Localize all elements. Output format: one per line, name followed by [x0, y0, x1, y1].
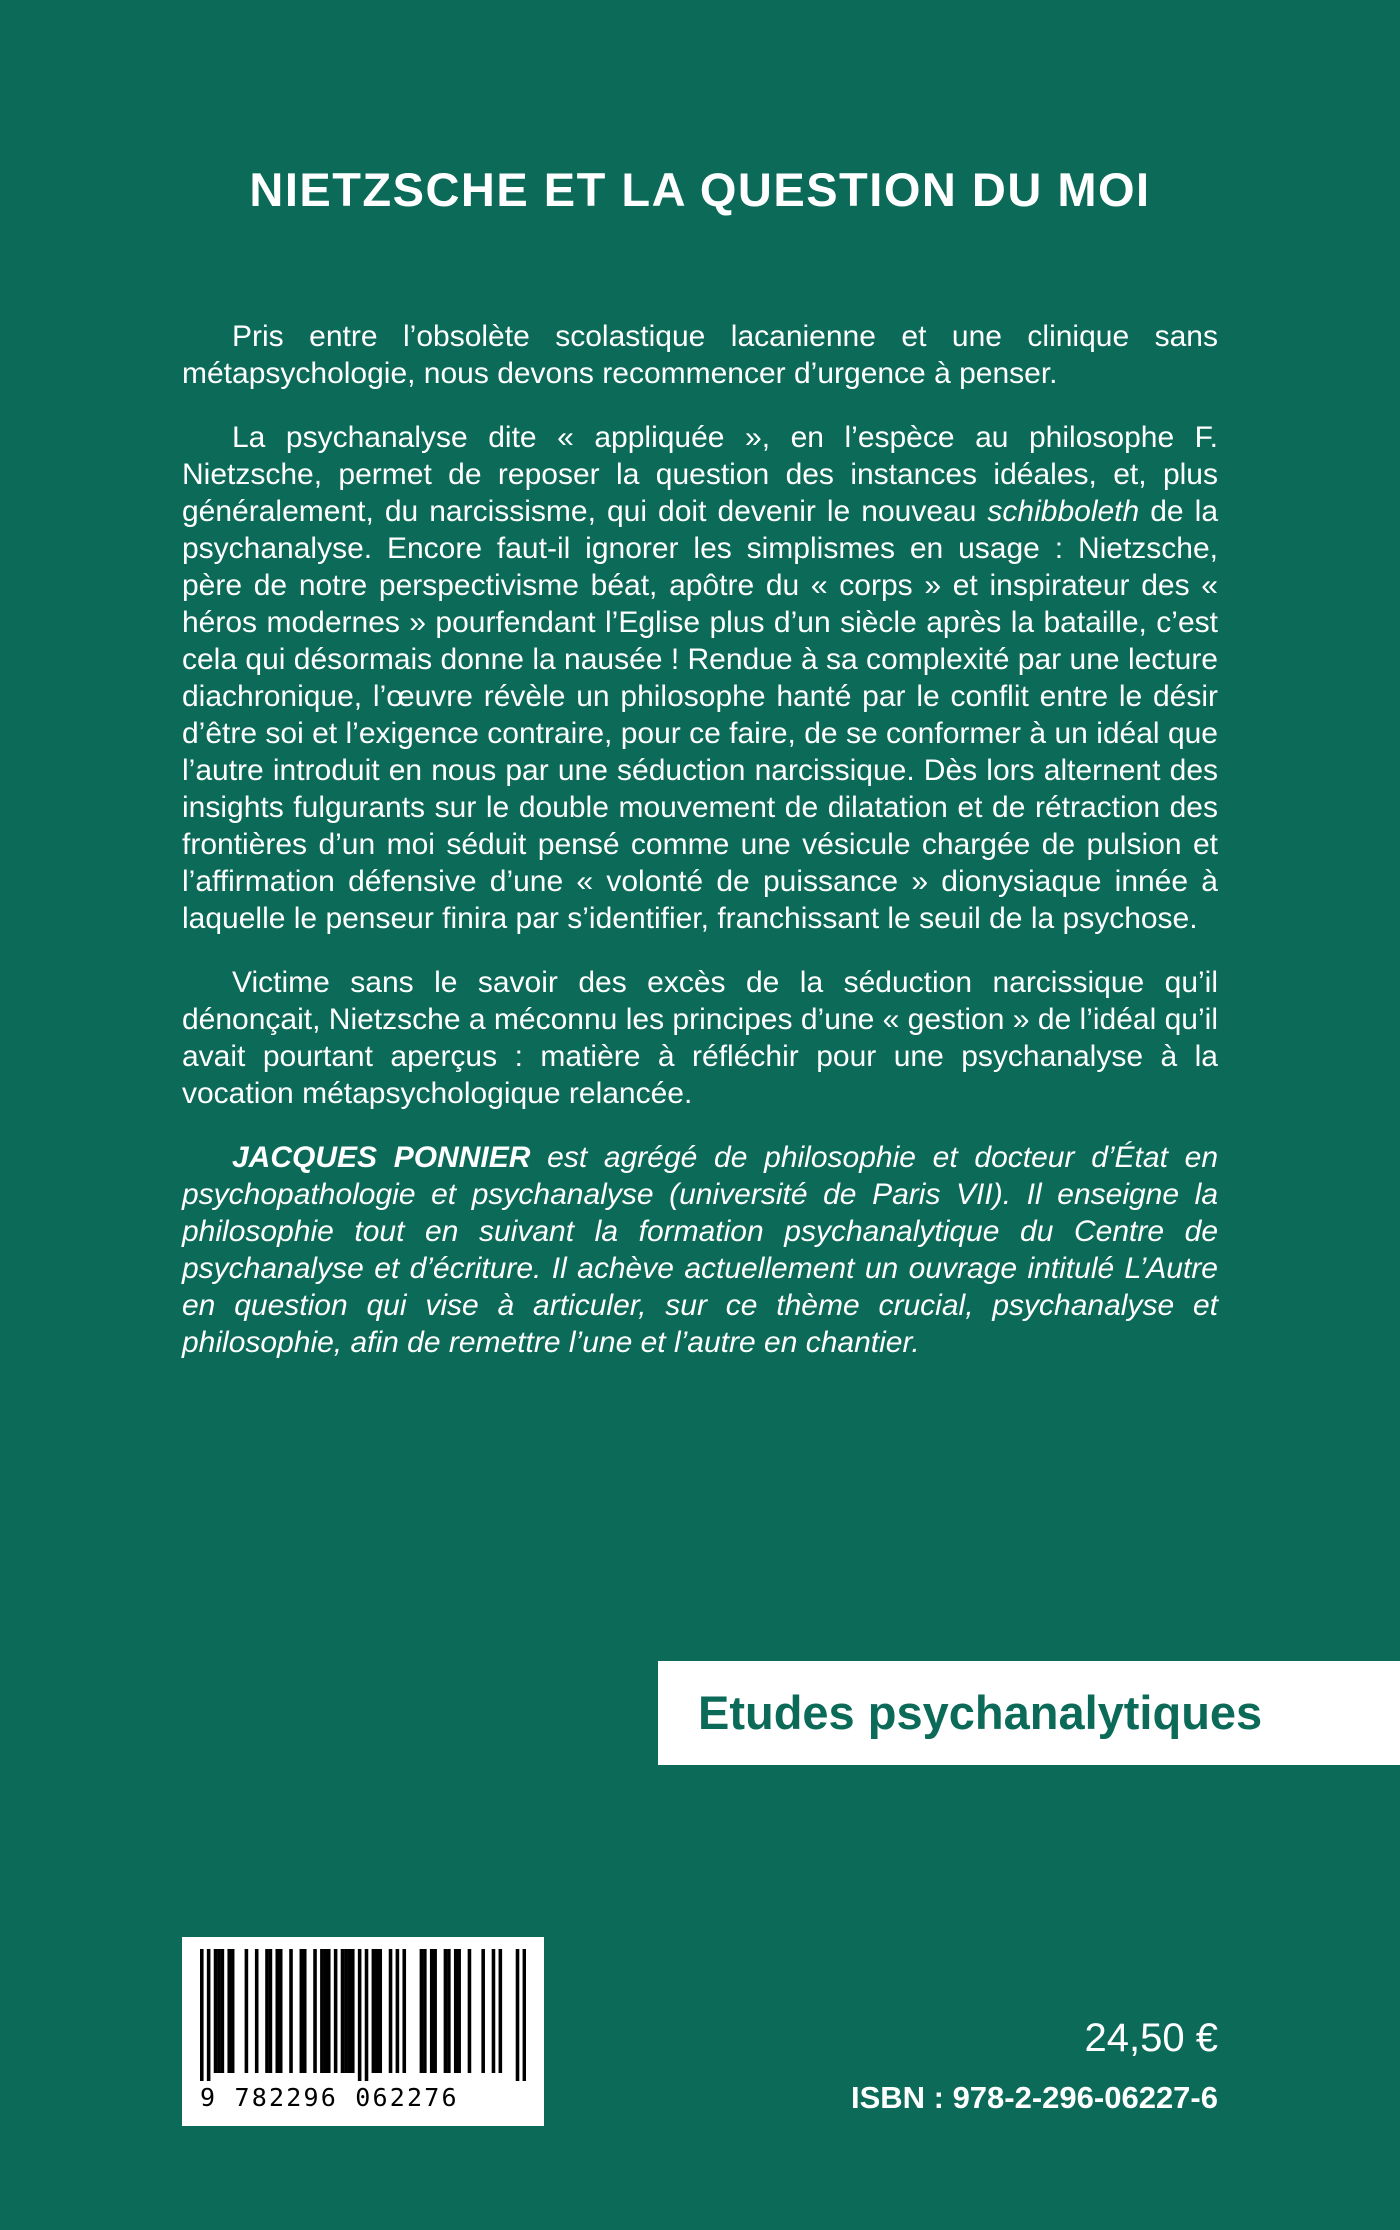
barcode-bar: [447, 1949, 451, 2073]
barcode-bar: [402, 1949, 406, 2073]
barcode-bar: [221, 1949, 225, 2073]
paragraph-main: [182, 419, 1218, 937]
barcode-bar: [430, 1949, 434, 2073]
barcode-bar: [214, 1949, 218, 2073]
barcode-bar: [423, 1949, 427, 2073]
price: 24,50 €: [1084, 2016, 1218, 2060]
barcode-bar: [468, 1949, 472, 2073]
barcode-bar: [516, 1949, 520, 2081]
barcode: [182, 1937, 544, 2126]
barcode-bar: [300, 1949, 304, 2073]
barcode-bar: [207, 1949, 211, 2081]
author-bio: [182, 1139, 1218, 1361]
barcode-bar: [217, 1949, 221, 2073]
barcode-bar: [378, 1949, 382, 2073]
barcode-bar: [375, 1949, 379, 2073]
barcode-bar: [245, 1949, 249, 2073]
barcode-bar: [269, 1949, 273, 2073]
barcode-bar: [320, 1949, 324, 2073]
barcode-bar: [457, 1949, 461, 2073]
barcode-bar: [389, 1949, 393, 2073]
barcode-bar: [444, 1949, 448, 2073]
barcode-bar: [358, 1949, 362, 2081]
barcode-bar: [420, 1949, 424, 2073]
barcode-bar: [265, 1949, 269, 2073]
barcode-bar: [341, 1949, 345, 2073]
barcode-bar: [372, 1949, 376, 2073]
collection-label: Etudes psychanalytiques: [658, 1661, 1400, 1765]
barcode-bar: [365, 1949, 369, 2081]
barcode-bar: [396, 1949, 400, 2073]
barcode-bar: [231, 1949, 235, 2073]
barcode-bar: [481, 1949, 485, 2073]
author-name: JACQUES PONNIER: [232, 1141, 531, 1174]
barcode-bar: [255, 1949, 259, 2073]
paragraph-main-end: de la psychanalyse. Encore faut-il ignorer les simplismes en usage : Nietzsche, père de notre perspectivisme béat, apôtre du « corps » et inspirateur des « héros modernes » pourfendant l’Eglise plus d’un siècle après la bataille, c’est cela qui désormais donne la nausée ! Rendue à sa complexité par une lecture diachronique, l’œuvre révèle un philosophe hanté par le conflit entre le désir d’être soi et l’exigence contraire, pour ce faire, de se conformer à un idéal que l’autre introduit en nous par une séduction narcissique. Dès lors alternent des insights fulgurants sur le double mouvement de dilatation et de rétraction des frontières d’un moi séduit pensé comme une vésicule chargée de pulsion et l’affirmation défensive d’une « volonté de puissance » dionysiaque innée à laquelle le penseur finira par s’identifier, franchissant le seuil de la psychose.: [182, 495, 1218, 935]
barcode-bar: [289, 1949, 293, 2073]
barcode-bar: [200, 1949, 204, 2081]
barcode-number: 9 782296 062276: [200, 2083, 459, 2112]
barcode-bar: [454, 1949, 458, 2073]
paragraph-main-italic: schibboleth: [987, 495, 1140, 528]
barcode-bar: [324, 1949, 328, 2073]
barcode-bar: [344, 1949, 348, 2073]
paragraph-main-start: La psychanalyse dite « appliquée », en l’espèce au philosophe F. Nietzsche, permet de reposer la question des instances idéales, et, plus généralement, du narcissisme, qui doit devenir le nouveau: [182, 421, 1218, 528]
barcode-bar: [523, 1949, 526, 2081]
barcode-bar: [492, 1949, 496, 2073]
barcode-bar: [303, 1949, 307, 2073]
barcode-bar: [327, 1949, 331, 2073]
isbn: ISBN : 978-2-296-06227-6: [850, 2080, 1218, 2115]
barcode-bar: [279, 1949, 283, 2073]
barcode-bar: [334, 1949, 338, 2073]
back-cover-text: [182, 318, 1218, 1388]
barcode-bars: [200, 1949, 526, 2081]
barcode-bar: [227, 1949, 231, 2073]
barcode-bar: [351, 1949, 355, 2073]
barcode-bar: [348, 1949, 352, 2073]
paragraph-conclusion: Victime sans le savoir des excès de la séduction narcissique qu’il dénonçait, Nietzsche a méconnu les principes d’une « gestion » de l’idéal qu’il avait pourtant aperçus : matière à réfléchir pour une psychanalyse à la vocation métapsychologique relancée.: [182, 966, 1218, 1110]
barcode-bar: [275, 1949, 279, 2073]
barcode-bar: [433, 1949, 437, 2073]
barcode-bar: [313, 1949, 317, 2073]
author-bio-text: est agrégé de philosophie et docteur d’État en psychopathologie et psychanalyse (université de Paris VII). Il enseigne la philosophie tout en suivant la formation psychanalytique du Centre de psychanalyse et d’écriture. Il achève actuellement un ouvrage intitulé L’Autre en question qui vise à articuler, sur ce thème crucial, psychanalyse et philosophie, afin de remettre l’une et l’autre en chantier.: [182, 1141, 1218, 1359]
barcode-bar: [499, 1949, 503, 2073]
paragraph-intro: Pris entre l’obsolète scolastique lacanienne et une clinique sans métapsychologie, nous devons recommencer d’urgence à penser.: [182, 320, 1218, 390]
book-title: NIETZSCHE ET LA QUESTION DU MOI: [249, 163, 1151, 216]
